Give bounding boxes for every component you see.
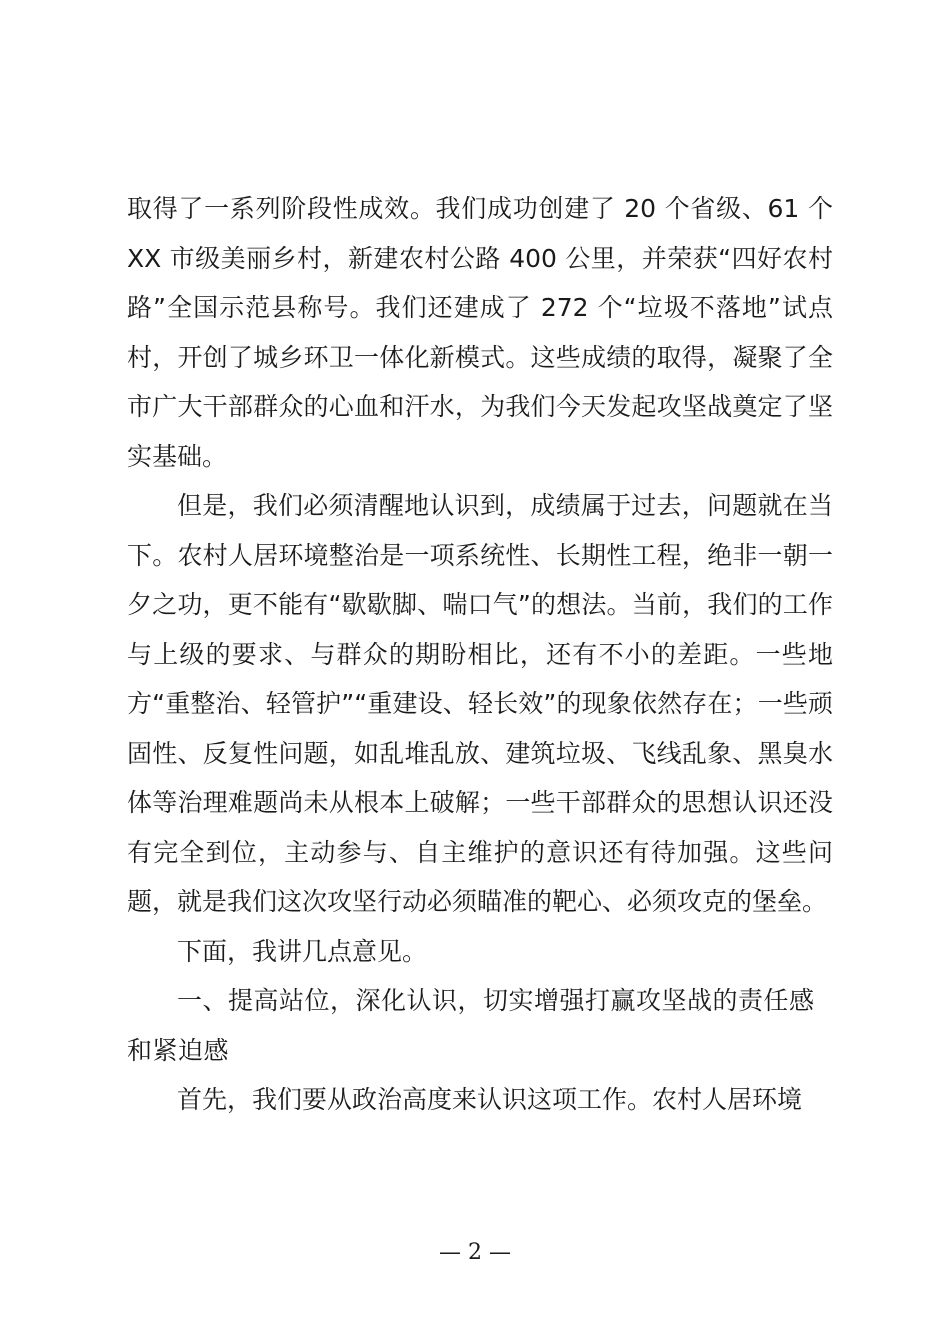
paragraph-achievements: 取得了一系列阶段性成效。我们成功创建了 20 个省级、61 个 XX 市级美丽乡村，新建农村公路 400 公里，并荣获“四好农村路”全国示范县称号。我们还建成了 272 个“垃圾不落地”试点村，开创了城乡环卫一体化新模式。这些成绩的取得，凝聚了全市广大干部群众的心血和汗水，为我们今天发起攻坚战奠定了坚实基础。 xyxy=(127,194,833,471)
paragraph-intro-opinions: 下面，我讲几点意见。 xyxy=(177,936,428,966)
paragraph-first-point: 首先，我们要从政治高度来认识这项工作。农村人居环境 xyxy=(177,1085,803,1114)
page-number: — 2 — xyxy=(439,1240,511,1265)
paragraph-problems: 但是，我们必须清醒地认识到，成绩属于过去，问题就在当下。农村人居环境整治是一项系统性、长期性工程，绝非一朝一夕之功，更不能有“歇歇脚、喘口气”的想法。当前，我们的工作与上级的要求、与群众的期盼相比，还有不小的差距。一些地方“重整治、轻管护”“重建设、轻长效”的现象依然存在；一些顽固性、反复性问题，如乱堆乱放、建筑垃圾、飞线乱象、黑臭水体等治理难题尚未从根本上破解；一些干部群众的思想认识还没有完全到位，主动参与、自主维护的意识还有待加强。这些问题，就是我们这次攻坚行动必须瞄准的靶心、必须攻克的堡垒。 xyxy=(127,491,833,916)
document-body xyxy=(127,184,833,1125)
section-heading: 一、提高站位，深化认识，切实增强打赢攻坚战的责任感和紧迫感 xyxy=(127,986,815,1065)
